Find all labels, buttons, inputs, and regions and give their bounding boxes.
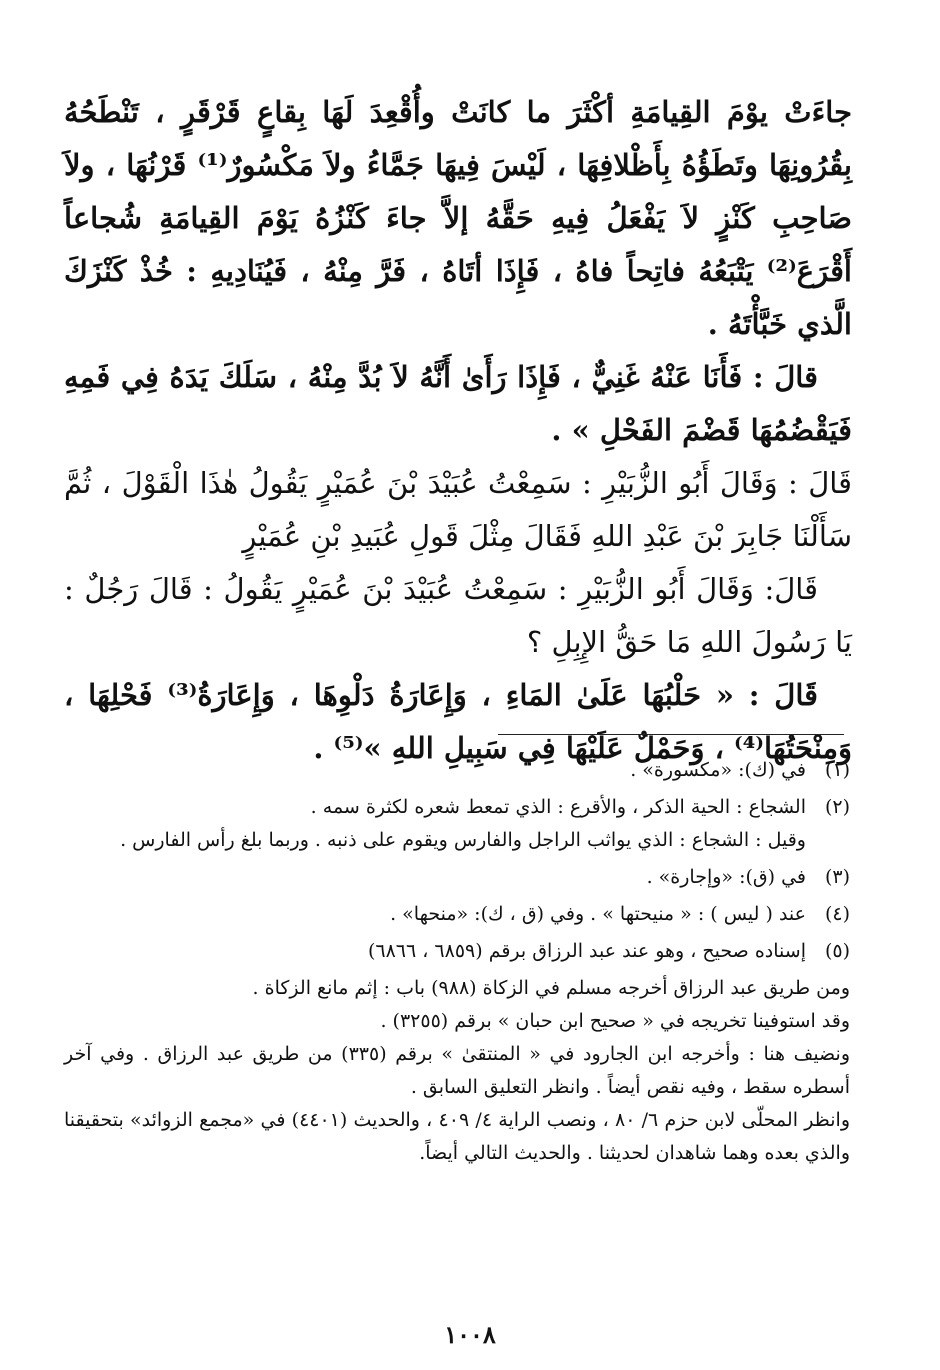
footnote-continuation: وانظر المحلّى لابن حزم ٦/ ٨٠ ، ونصب الراية ٤/ ٤٠٩ ، والحديث (٤٤٠١) في «مجمع الزوائد» بتحقيقنا والذي بعده وهما شاهدان لحديثنا . والحديث التالي أيضاً.	[64, 1109, 851, 1164]
footnote-1	[64, 754, 850, 787]
footnote-3	[64, 861, 850, 894]
paragraph-3: قَالَ : وَقَالَ أَبُو الزُّبَيْرِ : سَمِعْتُ عُبَيْدَ بْنَ عُمَيْرٍ يَقُولُ هٰذَا الْقَوْلَ ، ثُمَّ سَأَلْنَا جَابِرَ بْنَ عَبْدِ اللهِ فَقَالَ مِثْلَ قَولِ عُبَيدِ بْنِ عُمَيْرٍ	[64, 466, 852, 553]
footnote-text: إسناده صحيح ، وهو عند عبد الرزاق برقم (٦٨٥٩ ، ٦٨٦٦)	[367, 940, 806, 962]
footnote-text: ومن طريق عبد الرزاق أخرجه مسلم في الزكاة (٩٨٨) باب : إثم مانع الزكاة .	[252, 977, 850, 999]
paragraph-1: جاءَتْ يوْمَ القِيامَةِ أكْثَرَ ما كانَتْ وأُقْعِدَ لَهَا بِقاعٍ قَرْقَرٍ ، تَنْطَحُهُ بِقُرُونِهَا وتَطَؤُهُ بِأَظْلافِهَا ، لَيْسَ فِيهَا جَمَّاءُ ولاَ مَكْسُورٌ⁽¹⁾ قَرْنُهَا ، ولاَ صَاحِبِ كَنْزٍ لاَ يَفْعَلُ فِيهِ حَقَّهُ إلاَّ جاءَ كَنْزُهُ يَوْمَ القِيامَةِ شُجاعاً أَقْرَعَ⁽²⁾ يَتْبَعُهُ فاتِحاً فاهُ ، فَإِذَا أتَاهُ ، فَرَّ مِنْهُ ، فَيُنَادِيهِ : خُذْ كَنْزَكَ الَّذي خَبَّأْتَهُ .	[64, 95, 853, 341]
footnote-number: (١)	[824, 759, 850, 781]
footnote-continuation: ونضيف هنا : وأخرجه ابن الجارود في « المنتقىٰ » برقم (٣٣٥) من طريق عبد الرزاق . وفي آخر أسطره سقط ، وفيه نقص أيضاً . وانظر التعليق السابق .	[64, 1043, 850, 1098]
paragraph-2: قالَ : فَأَنَا عَنْهُ غَنِيٌّ ، فَإِذَا رَأَىٰ أَنَّهُ لاَ بُدَّ مِنْهُ ، سَلَكَ يَدَهُ فِي فَمِهِ فَيَقْضُمُهَا قَضْمَ الفَحْلِ » .	[64, 360, 852, 447]
footnote-2	[64, 791, 850, 857]
footnote-divider	[498, 734, 844, 735]
footnote-number: (٤)	[824, 903, 850, 925]
footnote-text: عند ( ليس ) : « منيحتها » . وفي (ق ، ك): «منحها» .	[390, 903, 806, 925]
page-number: ١٠٠٨	[444, 1320, 496, 1349]
footnote-text: الشجاع : الحية الذكر ، والأقرع : الذي تمعط شعره لكثرة سمه .	[310, 796, 806, 818]
footnote-number: (٥)	[824, 940, 850, 962]
footnote-number: (٣)	[824, 866, 850, 888]
footnote-4	[64, 898, 850, 931]
paragraph-4: قَالَ: وَقَالَ أَبُو الزُّبَيْرِ : سَمِعْتُ عُبَيْدَ بْنَ عُمَيْرٍ يَقُولُ : قَالَ رَجُلٌ : يَا رَسُولَ اللهِ مَا حَقُّ الإِبِلِ ؟	[64, 572, 852, 659]
footnote-number: (٢)	[824, 796, 850, 818]
footnotes	[64, 754, 850, 1170]
hadith-text	[64, 86, 852, 775]
paragraph-5: قَالَ : « حَلْبُهَا عَلَىٰ المَاءِ ، وَإِعَارَةُ دَلْوِهَا ، وَإِعَارَةُ⁽³⁾ فَحْلِهَا ، وَمِنْحَتُهَا⁽⁴⁾ ، وَحَمْلٌ عَلَيْهَا فِي سَبِيلِ اللهِ »⁽⁵⁾ .	[64, 678, 852, 765]
footnote-text: وقد استوفينا تخريجه في « صحيح ابن حبان » برقم (٣٢٥٥) .	[380, 1010, 850, 1032]
footnote-5	[64, 935, 850, 968]
footnote-text: في (ق): «وإجارة» .	[646, 866, 806, 888]
footnote-text: في (ك): «مكسورة» .	[630, 759, 806, 781]
footnote-text: وقيل : الشجاع : الذي يواثب الراجل والفارس ويقوم على ذنبه . وربما بلغ رأس الفارس .	[120, 829, 806, 851]
